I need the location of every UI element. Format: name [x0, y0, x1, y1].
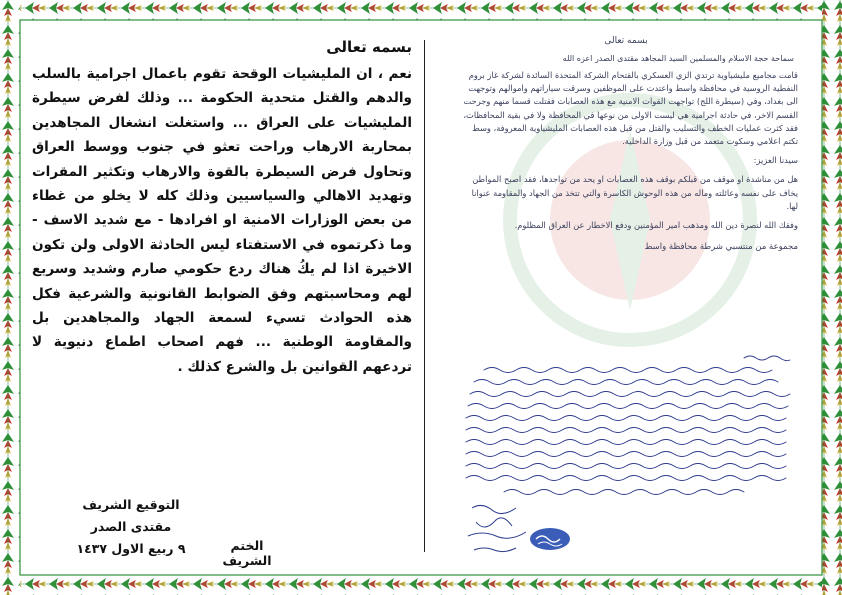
letter-heading: بسمه تعالى — [604, 36, 648, 46]
official-seal-stamp — [528, 526, 572, 552]
letter-paragraph-1: قامت مجاميع مليشياوية ترتدي الزي العسكري بالقتحام الشركة المتحدة السائدة لشركة غاز بروم النفطية الروسية في محافظة واسط واعتدت على الموظفين وسرقت سياراتهم واموالهم وتوجهت الى بغداد، وفي (سيطرة اللج) تواجهت القوات الامنية مع هذه العصابات فقتلت قسما منهم وجرحت القسم الاخر، في حادثة اجرامية هي ليست الاولى من نوعها في المحافظة ولا في بقية المحافظات، فقد كثرت عمليات الخطف والتسليب والقتل من قبل هذه العصابات المليشياوية المعروفة، وسط تكتم اعلامي وسكوت متعمد من قبل وزارة الداخلية. — [463, 70, 798, 147]
panel-divider — [424, 40, 425, 552]
seal-label: الختم الشريف — [222, 538, 272, 568]
handwritten-signature — [462, 500, 532, 558]
signature-block — [32, 494, 412, 568]
letter-paragraph-2: هل من مناشدة او موقف من قبلكم بوقف هذه العصابات او يحد من تواجدها، فقد اصبح المواطن يخاف على نفسه وعائلته وماله من هذه الوحوش الكاسرة والتي تتخذ من الجهاد والمقاومة عنوانا لها. — [471, 174, 798, 211]
letter-address: سماحة حجة الاسلام والمسلمين السيد المجاهد مقتدى الصدر اعزه الله — [562, 54, 794, 63]
signature-date: ٩ ربيع الاول ١٤٣٧ — [76, 541, 186, 556]
transcription-body: نعم ، ان المليشيات الوقحة تقوم باعمال اجرامية بالسلب والدهم والقتل متحدية الحكومة ... وذلك لفرض سيطرة المليشيات على العراق ... واستغلت انشغال المجاهدين بمحاربة الارهاب وراحت تعثو في جنوب ووسط العراق وتحاول فرض السيطرة بالقوة والارهاب وتكثير المقرات وتهديد الاهالي والسياسيين وذلك كله لا يخلو من غطاء من بعض الوزارات الامنية او افرادها - مع شديد الاسف - وما ذكرتموه في الاستفتاء ليس الحادثة الاولى ولن تكون الاخيرة اذا لم يكُ هناك ردع حكومي صارم وشديد وسريع لهم ومحاسبتهم وفق الضوابط القانونية والشرعية فكل هذه الحوادث تسيء لسمعة الجهاد والمجاهدين بل والمقاومة الوطنية ... فهم اصحاب اطماع دنيوية لا تردعهم القوانين بل والشرع كذلك . — [32, 66, 412, 375]
letter-salutation: سيدنا العزيز: — [753, 155, 798, 166]
signature-name: مقتدى الصدر — [90, 519, 172, 534]
signature-lines — [56, 494, 206, 560]
transcription-heading: بسمه تعالى — [326, 38, 412, 56]
letter-signature: مجموعة من منتسبي شرطة محافظة واسط — [644, 242, 798, 253]
letter-paragraph-3: وفقك الله لنصرة دين الله ومذهب امير المؤمنين ودفع الاخطار عن العراق المظلوم. — [514, 220, 798, 231]
transcription-panel — [32, 38, 412, 478]
handwritten-reply — [444, 352, 814, 502]
signature-title: التوقيع الشريف — [82, 497, 180, 512]
